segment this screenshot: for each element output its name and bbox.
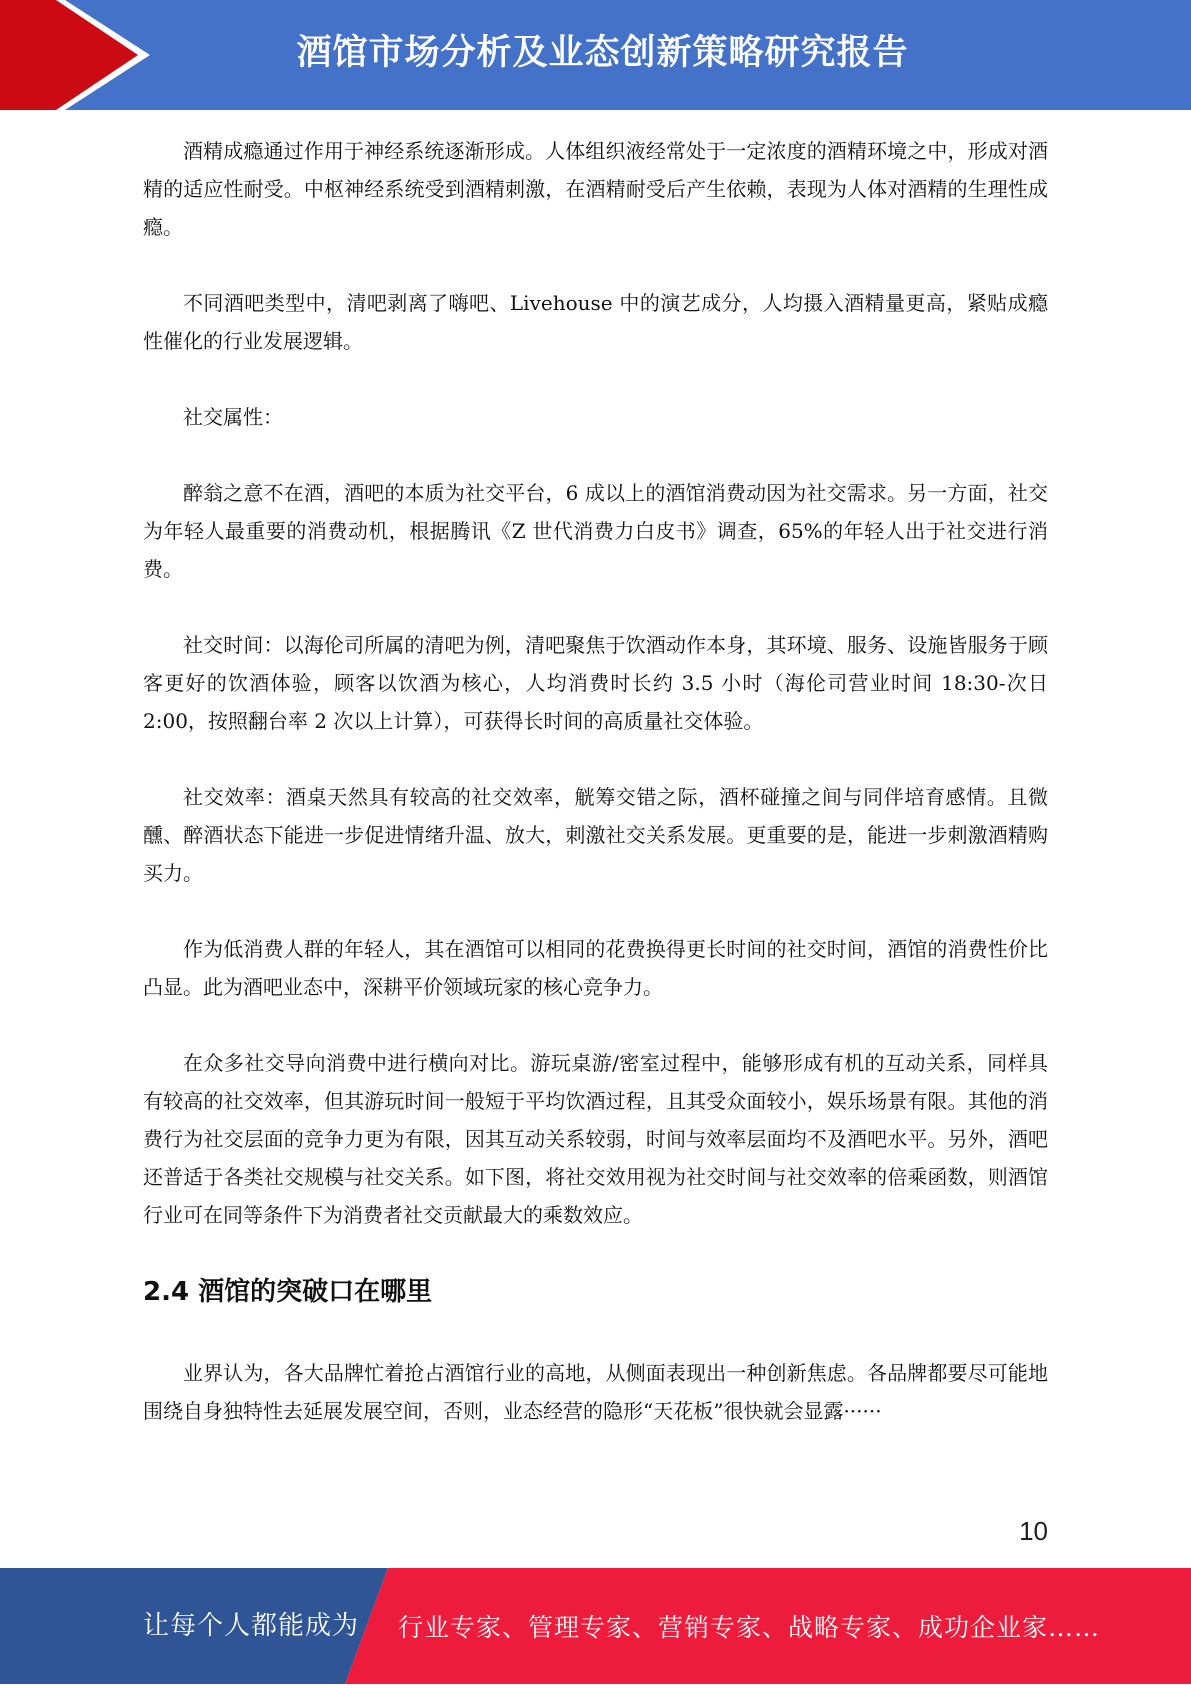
paragraph-alcohol-addiction: 酒精成瘾通过作用于神经系统逐渐形成。人体组织液经常处于一定浓度的酒精环境之中，形成对酒精的适应性耐受。中枢神经系统受到酒精刺激，在酒精耐受后产生依赖，表现为人体对酒精的生理性成瘾。 bbox=[143, 139, 1048, 239]
footer-banner bbox=[0, 1568, 1191, 1684]
paragraph-social-platform: 醉翁之意不在酒，酒吧的本质为社交平台，6 成以上的酒馆消费动因为社交需求。另一方面，社交为年轻人最重要的消费动机，根据腾讯《Z 世代消费力白皮书》调查，65%的年轻人出于社交进行消费。 bbox=[143, 481, 1048, 581]
paragraph-bar-types: 不同酒吧类型中，清吧剥离了嗨吧、Livehouse 中的演艺成分，人均摄入酒精量更高，紧贴成瘾性催化的行业发展逻辑。 bbox=[143, 291, 1048, 353]
paragraph-horizontal-comparison: 在众多社交导向消费中进行横向对比。游玩桌游/密室过程中，能够形成有机的互动关系，同样具有较高的社交效率，但其游玩时间一般短于平均饮酒过程，且其受众面较小，娱乐场景有限。其他的消费行为社交层面的竞争力更为有限，因其互动关系较弱，时间与效率层面均不及酒吧水平。另外，酒吧还普适于各类社交规模与社交关系。如下图，将社交效用视为社交时间与社交效率的倍乘函数，则酒馆行业可在同等条件下为消费者社交贡献最大的乘数效应。 bbox=[143, 1051, 1048, 1227]
paragraph-social-efficiency: 社交效率：酒桌天然具有较高的社交效率，觥筹交错之际，酒杯碰撞之间与同伴培育感情。且微醺、醉酒状态下能进一步促进情绪升温、放大，刺激社交关系发展。更重要的是，能进一步刺激酒精购买力。 bbox=[143, 785, 1048, 885]
paragraph-social-time: 社交时间：以海伦司所属的清吧为例，清吧聚焦于饮酒动作本身，其环境、服务、设施皆服务于顾客更好的饮酒体验，顾客以饮酒为核心，人均消费时长约 3.5 小时（海伦司营业时间 18:30-次日 2:00，按照翻台率 2 次以上计算），可获得长时间的高质量社交体验。 bbox=[143, 633, 1048, 733]
main-content bbox=[143, 132, 1048, 1468]
footer-slogan-left: 让每个人都能成为 bbox=[143, 1611, 360, 1641]
paragraph-social-attribute-label: 社交属性： bbox=[183, 405, 283, 429]
section-heading: 2.4 酒馆的突破口在哪里 bbox=[143, 1277, 433, 1307]
footer-slogan-right: 行业专家、管理专家、营销专家、战略专家、成功企业家…… bbox=[398, 1613, 1101, 1642]
paragraph-breakthrough: 业界认为，各大品牌忙着抢占酒馆行业的高地，从侧面表现出一种创新焦虑。各品牌都要尽可能地围绕自身独特性去延展发展空间，否则，业态经营的隐形“天花板”很快就会显露······ bbox=[143, 1361, 1048, 1423]
header-banner bbox=[0, 0, 1191, 110]
document-title: 酒馆市场分析及业态创新策略研究报告 bbox=[296, 33, 909, 73]
page-number: 10 bbox=[1019, 1516, 1048, 1546]
paragraph-cost-performance: 作为低消费人群的年轻人，其在酒馆可以相同的花费换得更长时间的社交时间，酒馆的消费性价比凸显。此为酒吧业态中，深耕平价领域玩家的核心竞争力。 bbox=[143, 937, 1048, 999]
